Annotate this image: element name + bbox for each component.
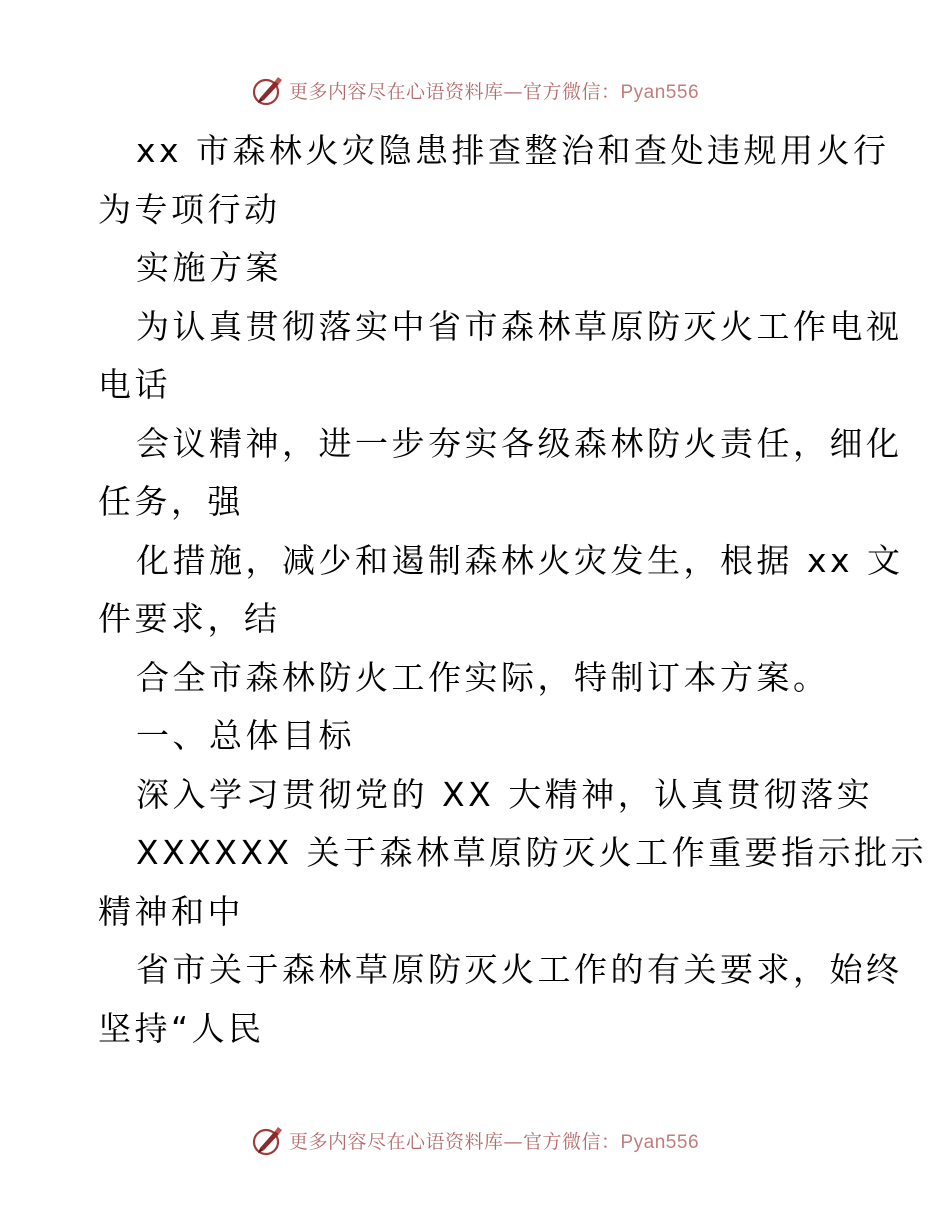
text-line: XXXXXX 关于森林草原防灭火工作重要指示批示 [136, 833, 928, 872]
document-body [98, 122, 928, 1058]
text-line: xx 市森林火灾隐患排查整治和查处违规用火行 [136, 131, 890, 170]
pen-logo-icon [251, 1123, 285, 1157]
text-line: 化措施，减少和遏制森林火灾发生，根据 xx 文 [136, 540, 904, 580]
text-line: 省市关于森林草原防灭火工作的有关要求，始终 [136, 950, 903, 989]
text-line: 实施方案 [136, 248, 282, 287]
watermark-text: 更多内容尽在心语资料库—官方微信：Pyan556 [288, 80, 700, 103]
text-line: 精神和中 [98, 891, 244, 931]
text-line: 为专项行动 [98, 189, 281, 229]
text-line: 坚持“人民 [98, 1008, 265, 1048]
text-line: 件要求，结 [98, 599, 281, 638]
wechat-id: Pyan556 [620, 81, 700, 103]
pen-logo-icon [251, 73, 285, 107]
text-line: 一、总体目标 [136, 716, 355, 755]
text-line: 深入学习贯彻党的 XX 大精神，认真贯彻落实 [136, 774, 874, 814]
text-line: 任务，强 [98, 482, 244, 521]
header-watermark [0, 70, 950, 110]
watermark-text: 更多内容尽在心语资料库—官方微信：Pyan556 [288, 1130, 700, 1153]
text-line: 会议精神，进一步夯实各级森林防火责任，细化 [136, 423, 903, 463]
text-line: 为认真贯彻落实中省市森林草原防灭火工作电视 [136, 306, 903, 346]
wechat-id: Pyan556 [620, 1131, 700, 1153]
text-line: 合全市森林防火工作实际，特制订本方案。 [136, 657, 830, 697]
text-line: 电话 [98, 365, 171, 404]
footer-watermark [0, 1120, 950, 1160]
